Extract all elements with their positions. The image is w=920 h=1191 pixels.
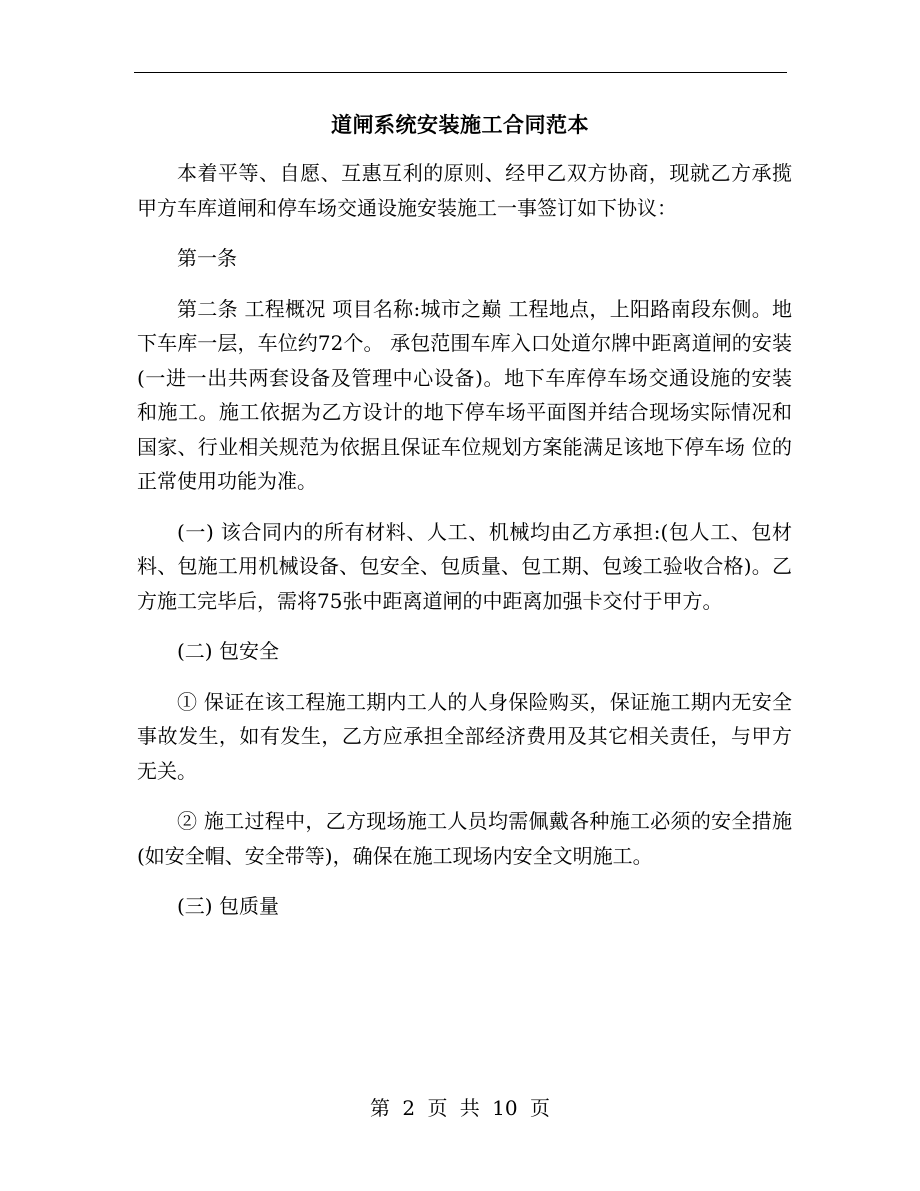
- paragraph-item-1: (一) 该合同内的所有材料、人工、机械均由乙方承担:(包人工、包材料、包施工用机械设备、包安全、包质量、包工期、包竣工验收合格)。乙方施工完毕后，需将75张中距离道闸的中距离加强卡交付于甲方。: [137, 519, 792, 613]
- page-number: 第 2 页 共 10 页: [370, 1096, 550, 1120]
- document-body: [137, 156, 792, 924]
- header-rule: [134, 72, 787, 73]
- paragraph-article-2: 第二条 工程概况 项目名称:城市之巅 工程地点，上阳路南段东侧。地下车库一层，车位约72个。 承包范围车库入口处道尔牌中距离道闸的安装(一进一出共两套设备及管理中心设备)。地下车库停车场交通设施的安装和施工。施工依据为乙方设计的地下停车场平面图并结合现场实际情况和国家、行业相关规范为依据且保证车位规划方案能满足该地下停车场 位的正常使用功能为准。: [137, 296, 792, 493]
- paragraph-safety-1: ① 保证在该工程施工期内工人的人身保险购买，保证施工期内无安全事故发生，如有发生，乙方应承担全部经济费用及其它相关责任，与甲方无关。: [137, 689, 792, 783]
- paragraph-preamble: 本着平等、自愿、互惠互利的原则、经甲乙双方协商，现就乙方承揽甲方车库道闸和停车场交通设施安装施工一事签订如下协议：: [137, 161, 792, 220]
- paragraph-article-1: 第一条: [177, 246, 237, 270]
- document-title: 道闸系统安装施工合同范本: [331, 112, 589, 137]
- paragraph-safety-2: ② 施工过程中，乙方现场施工人员均需佩戴各种施工必须的安全措施(如安全帽、安全带等)，确保在施工现场内安全文明施工。: [137, 809, 792, 868]
- paragraph-item-3-heading: (三) 包质量: [177, 894, 279, 918]
- paragraph-item-2-heading: (二) 包安全: [177, 639, 279, 663]
